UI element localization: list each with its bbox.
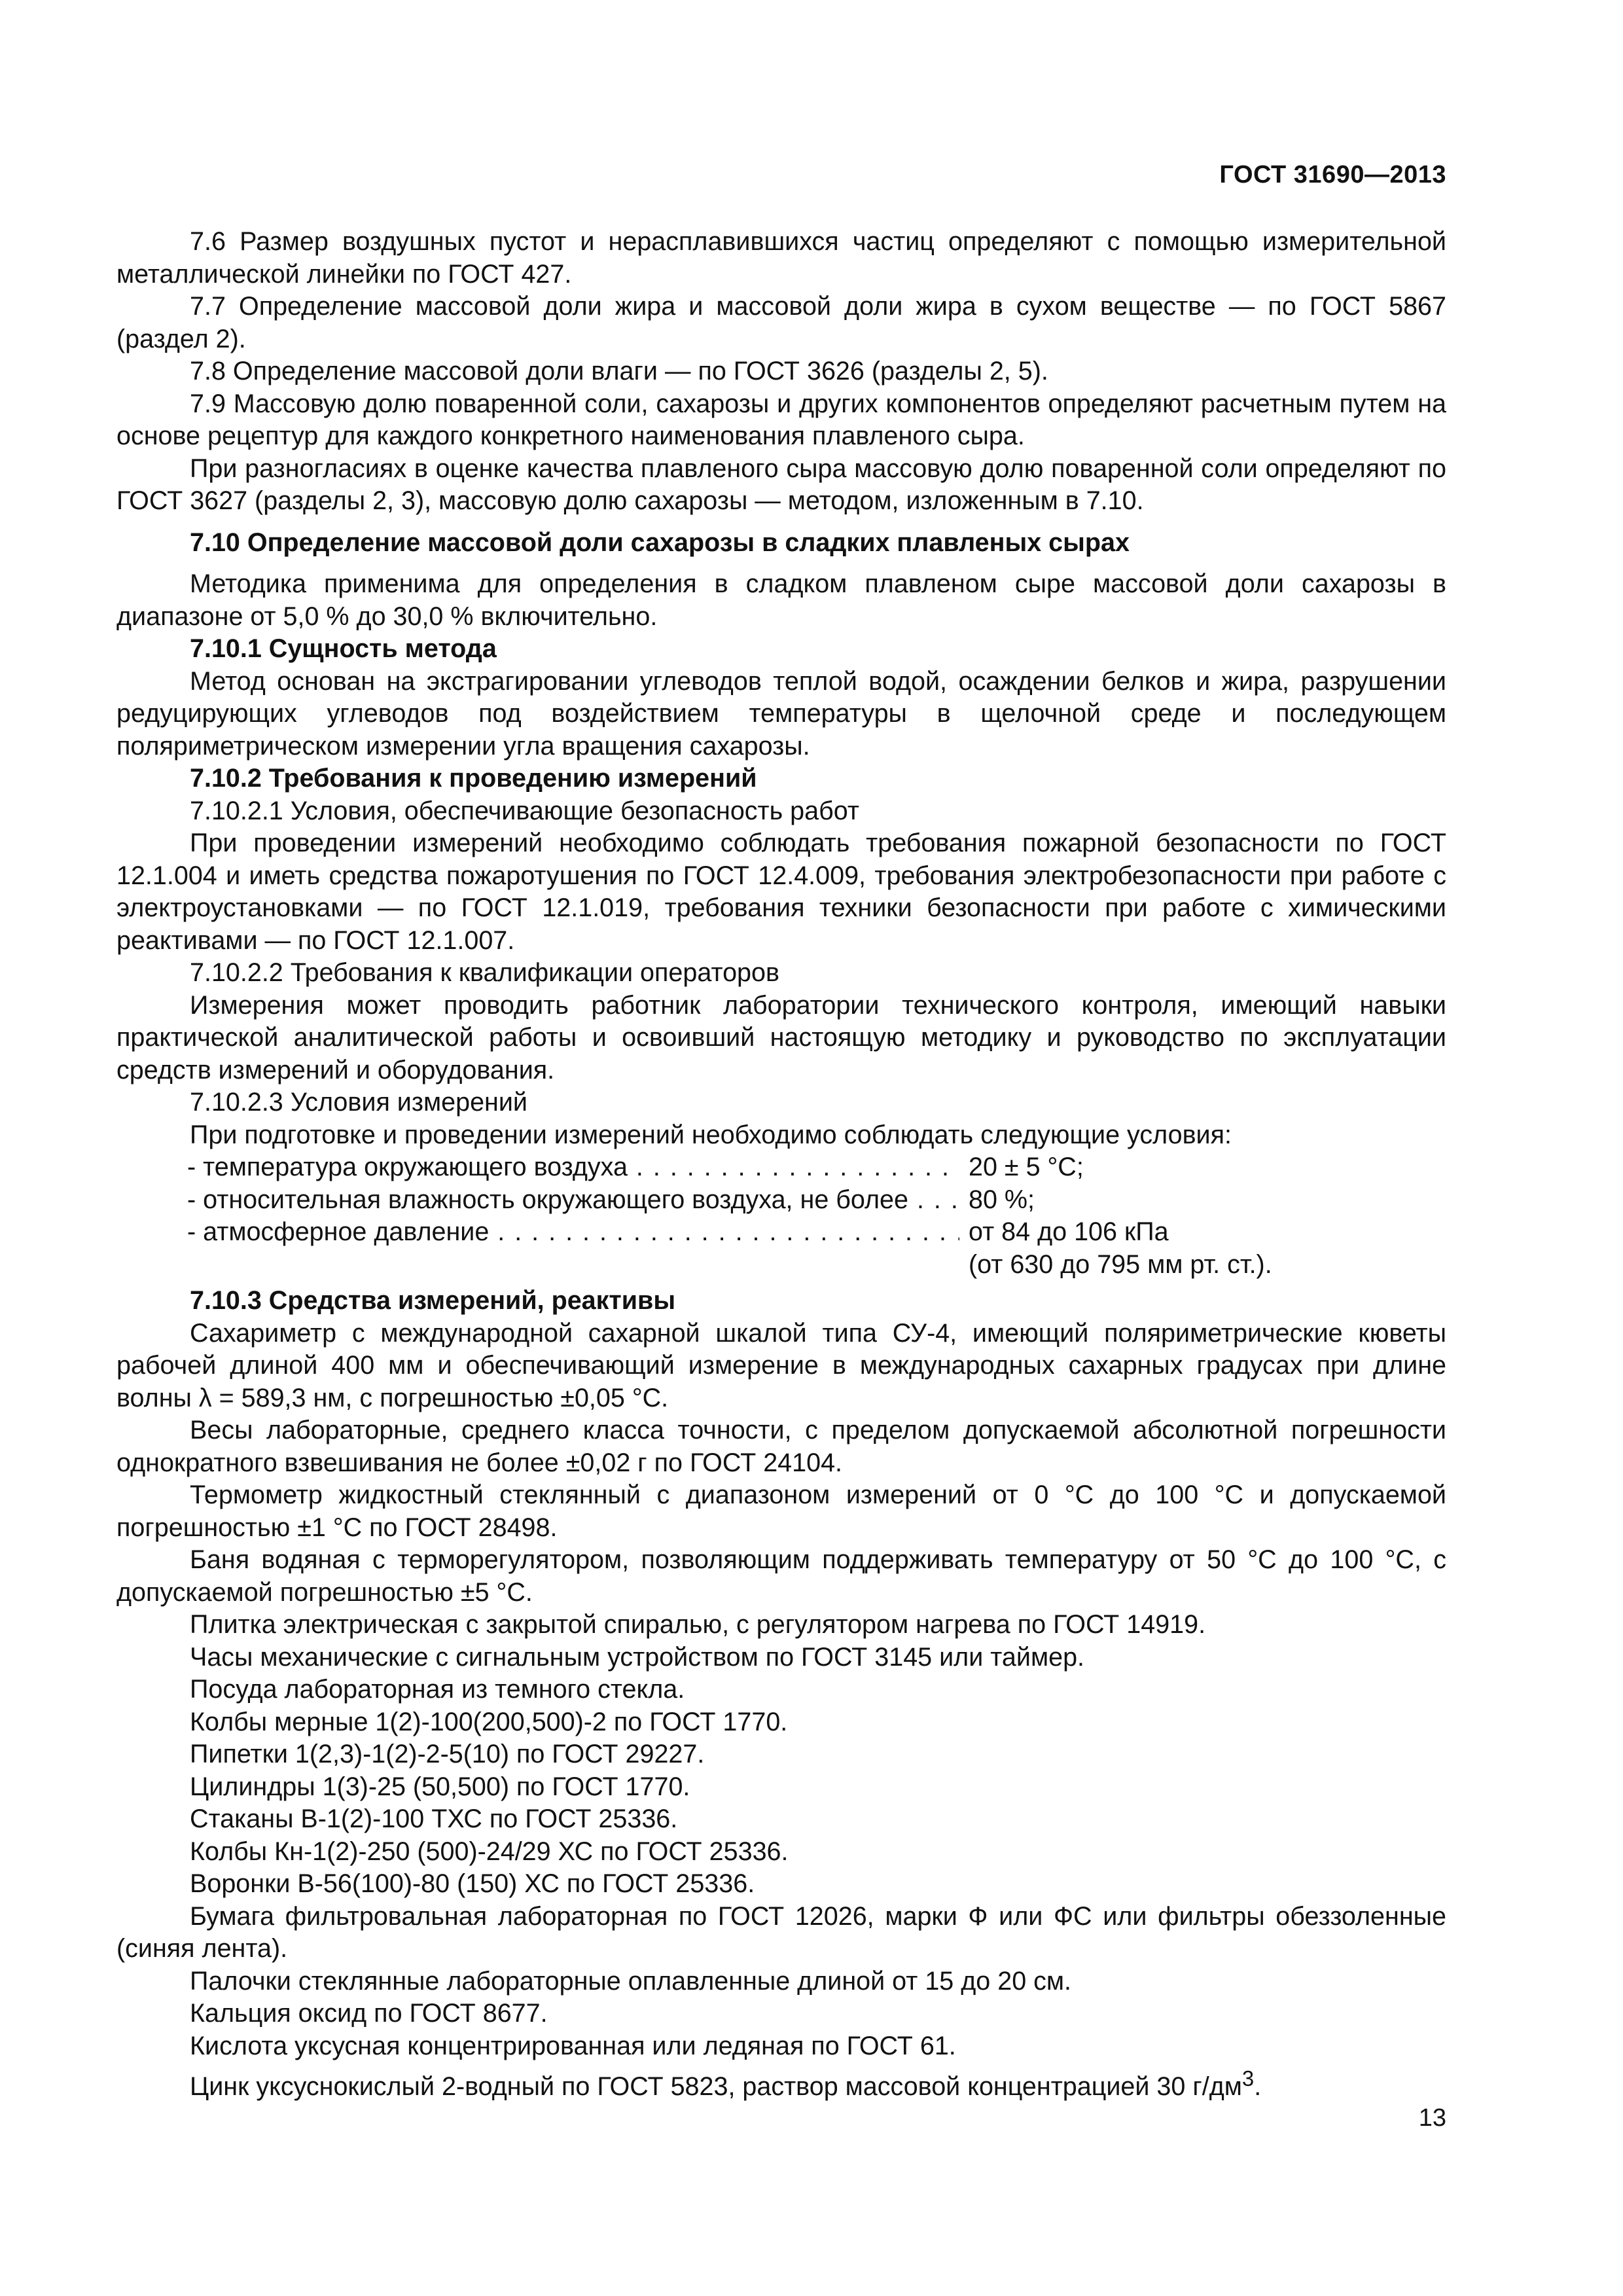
equipment-item: Цилиндры 1(3)-25 (50,500) по ГОСТ 1770.	[190, 1772, 690, 1801]
measurement-conditions-list	[187, 1151, 1446, 1281]
section-heading-7-10-2: 7.10.2 Требования к проведению измерений	[190, 764, 757, 793]
equipment-item: Кальция оксид по ГОСТ 8677.	[190, 1999, 548, 2028]
section-heading-7-10: 7.10 Определение массовой доли сахарозы в сладких плавленых сырах	[190, 528, 1130, 557]
equipment-item: Бумага фильтровальная лабораторная по ГОСТ 12026, марки Ф или ФС или фильтры обеззоленные (синяя лента).	[116, 1901, 1446, 1963]
condition-value: 20 ± 5 °С;	[969, 1153, 1084, 1181]
condition-value: 80 %;	[969, 1185, 1035, 1214]
equipment-item: Плитка электрическая с закрытой спиралью, с регулятором нагрева по ГОСТ 14919.	[190, 1610, 1206, 1639]
paragraph-7-9: 7.9 Массовую долю поваренной соли, сахарозы и других компонентов определяют расчетным путем на основе рецептур для каждого конкретного наименования плавленого сыра.	[116, 389, 1446, 450]
equipment-item: Часы механические с сигнальным устройством по ГОСТ 3145 или таймер.	[190, 1642, 1085, 1672]
equipment-item: Сахариметр с международной сахарной шкалой типа СУ-4, имеющий поляриметрические кюветы рабочей длиной 400 мм и обеспечивающий измерение в международных сахарных градусах при длине волны λ = 589,3 нм, с погрешностью ±0,05 °С.	[116, 1318, 1446, 1412]
paragraph-7-8: 7.8 Определение массовой доли влаги — по ГОСТ 3626 (разделы 2, 5).	[190, 357, 1048, 386]
equipment-item: Воронки В-56(100)-80 (150) ХС по ГОСТ 25336.	[190, 1869, 755, 1898]
document-body	[116, 226, 1446, 2104]
subsection-7-10-2-1: 7.10.2.1 Условия, обеспечивающие безопасность работ	[190, 796, 859, 825]
section-heading-7-10-3: 7.10.3 Средства измерений, реактивы	[190, 1286, 676, 1315]
equipment-item: Посуда лабораторная из темного стекла.	[190, 1675, 685, 1704]
equipment-item: Кислота уксусная концентрированная или ледяная по ГОСТ 61.	[190, 2031, 956, 2060]
equipment-item: Палочки стеклянные лабораторные оплавленные длиной от 15 до 20 см.	[190, 1966, 1072, 1996]
zinc-acetate-text: Цинк уксуснокислый 2-водный по ГОСТ 5823, раствор массовой концентрацией 30 г/дм	[190, 2072, 1242, 2102]
equipment-item: Колбы Кн-1(2)-250 (500)-24/29 ХС по ГОСТ 25336.	[190, 1837, 789, 1866]
condition-value: от 84 до 106 кПа	[969, 1217, 1169, 1246]
pressure-mmhg-value: (от 630 до 795 мм рт. ст.).	[969, 1249, 1272, 1279]
section-heading-7-10-1: 7.10.1 Сущность метода	[190, 634, 497, 663]
paragraph-7-10-2-1: При проведении измерений необходимо соблюдать требования пожарной безопасности по ГОСТ 12.1.004 и иметь средства пожаротушения по ГОСТ 12.4.009, требования электробезопасности при работе с электроустановками — по ГОСТ 12.1.019, требования техники безопасности при работе с химическими реактивами — по ГОСТ 12.1.007.	[116, 829, 1446, 955]
equipment-item: Пипетки 1(2,3)-1(2)-2-5(10) по ГОСТ 29227.	[190, 1740, 705, 1768]
subsection-7-10-2-2: 7.10.2.2 Требования к квалификации операторов	[190, 958, 779, 987]
paragraph-7-6: 7.6 Размер воздушных пустот и нерасплавившихся частиц определяют с помощью измерительной металлической линейки по ГОСТ 427.	[116, 227, 1446, 289]
paragraph-7-10-2-3: При подготовке и проведении измерений необходимо соблюдать следующие условия:	[190, 1120, 1232, 1149]
condition-label: - атмосферное давление . . .	[187, 1216, 959, 1249]
page-number: 13	[1418, 2104, 1446, 2132]
equipment-item: Колбы мерные 1(2)-100(200,500)-2 по ГОСТ 1770.	[190, 1707, 788, 1736]
paragraph-7-9-disagreement: При разногласиях в оценке качества плавленого сыра массовую долю поваренной соли определяют по ГОСТ 3627 (разделы 2, 3), массовую долю сахарозы — методом, изложенным в 7.10.	[116, 454, 1446, 515]
equipment-item: Стаканы В-1(2)-100 ТХС по ГОСТ 25336.	[190, 1804, 678, 1833]
equipment-item-zinc-acetate	[116, 2062, 1446, 2104]
equipment-item: Термометр жидкостный стеклянный с диапазоном измерений от 0 °С до 100 °С и допускаемой погрешностью ±1 °С по ГОСТ 28498.	[116, 1480, 1446, 1542]
paragraph-7-10-2-2: Измерения может проводить работник лаборатории технического контроля, имеющий навыки практической аналитической работы и освоивший настоящую методику и руководство по эксплуатации средств измерений и оборудования.	[116, 990, 1446, 1085]
condition-label: - относительная влажность окружающего воздуха, не более . . .	[187, 1184, 959, 1217]
paragraph-7-7: 7.7 Определение массовой доли жира и массовой доли жира в сухом веществе — по ГОСТ 5867 (раздел 2).	[116, 292, 1446, 353]
paragraph-7-10: Методика применима для определения в сладком плавленом сыре массовой доли сахарозы в диапазоне от 5,0 % до 30,0 % включительно.	[116, 569, 1446, 631]
equipment-item: Весы лабораторные, среднего класса точности, с пределом допускаемой абсолютной погрешности однократного взвешивания не более ±0,02 г по ГОСТ 24104.	[116, 1416, 1446, 1477]
condition-label: - температура окружающего воздуха . . .	[187, 1151, 959, 1184]
equipment-item: Баня водяная с терморегулятором, позволяющим поддерживать температуру от 50 °С до 100 °С, с допускаемой погрешностью ±5 °С.	[116, 1545, 1446, 1607]
paragraph-7-10-1: Метод основан на экстрагировании углеводов теплой водой, осаждении белков и жира, разрушении редуцирующих углеводов под воздействием температуры в щелочной среде и последующем поляриметрическом измерении угла вращения сахарозы.	[116, 666, 1446, 761]
sentence-end: .	[1254, 2072, 1262, 2102]
document-header: ГОСТ 31690—2013	[1219, 161, 1446, 188]
subsection-7-10-2-3: 7.10.2.3 Условия измерений	[190, 1088, 527, 1117]
unit-superscript: 3	[1241, 2066, 1255, 2090]
